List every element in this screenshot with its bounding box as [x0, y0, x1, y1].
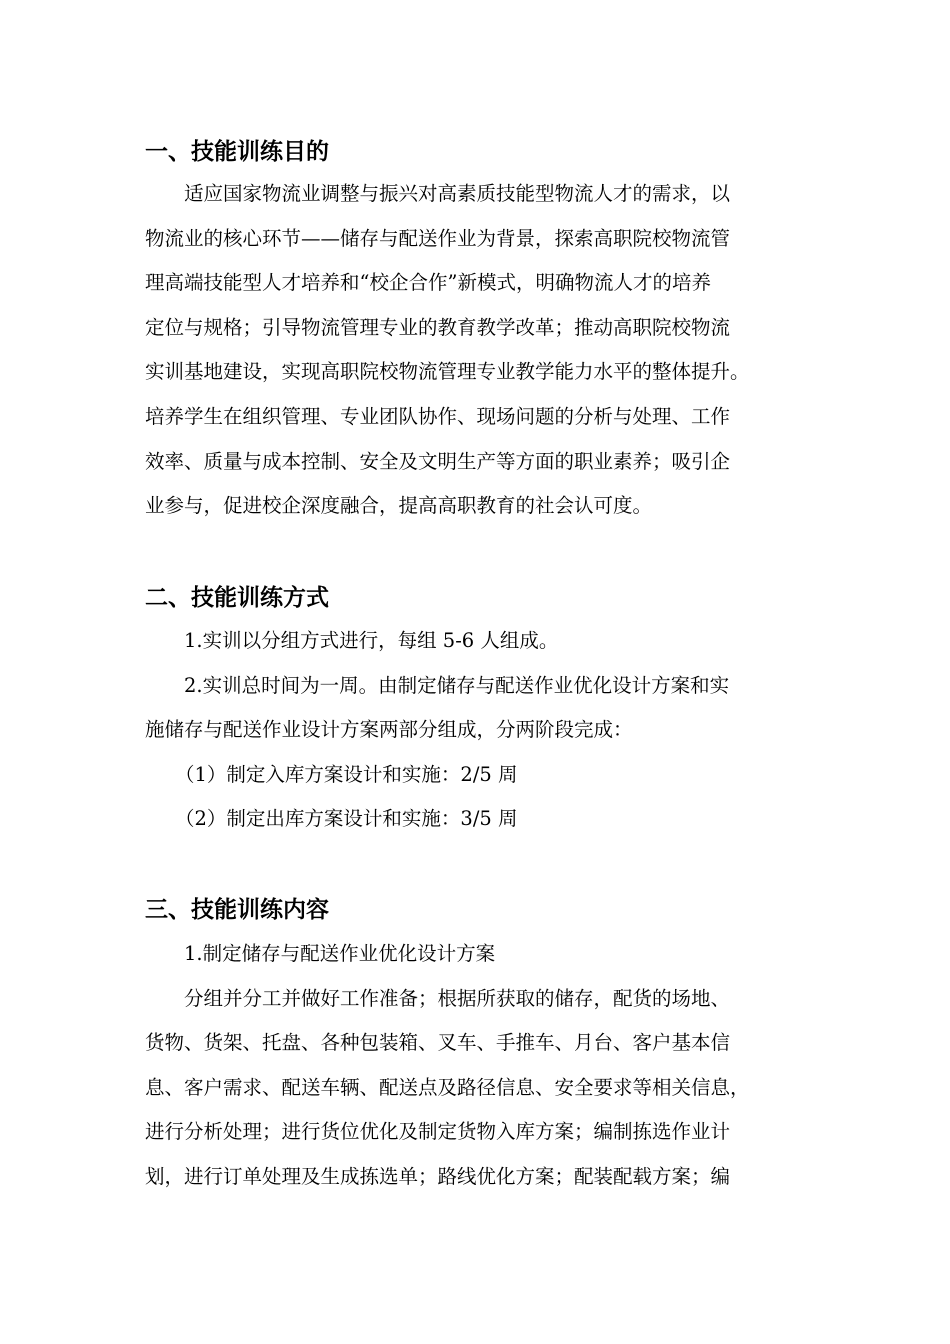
section-1-paragraph	[145, 172, 825, 529]
sub-list-item: （2）制定出库方案设计和实施：3/5 周	[175, 807, 518, 831]
paragraph-line: 货物、货架、托盘、各种包装箱、叉车、手推车、月台、客户基本信	[145, 1031, 731, 1055]
paragraph-line: 业参与，促进校企深度融合，提高高职教育的社会认可度。	[145, 494, 653, 518]
paragraph-line: 适应国家物流业调整与振兴对高素质技能型物流人才的需求，以	[184, 182, 731, 205]
list-item-continuation: 施储存与配送作业设计方案两部分组成，分两阶段完成：	[145, 718, 633, 742]
paragraph-line: 定位与规格；引导物流管理专业的教育教学改革；推动高职院校物流	[145, 315, 731, 339]
sub-list-item: （1）制定入库方案设计和实施：2/5 周	[175, 762, 518, 786]
list-item: 1.制定储存与配送作业优化设计方案	[184, 942, 496, 965]
paragraph-line: 分组并分工并做好工作准备；根据所获取的储存，配货的场地、	[184, 986, 731, 1010]
section-2-list	[145, 619, 825, 842]
paragraph-line: 进行分析处理；进行货位优化及制定货物入库方案；编制拣选作业计	[145, 1120, 731, 1144]
section-1-heading: 一、技能训练目的	[145, 139, 329, 165]
paragraph-line: 实训基地建设，实现高职院校物流管理专业教学能力水平的整体提升。	[145, 360, 750, 384]
list-item: 1.实训以分组方式进行，每组 5-6 人组成。	[184, 629, 559, 652]
paragraph-line: 息、客户需求、配送车辆、配送点及路径信息、安全要求等相关信息，	[145, 1075, 750, 1099]
list-item: 2.实训总时间为一周。由制定储存与配送作业优化设计方案和实	[184, 673, 730, 697]
paragraph-line: 划，进行订单处理及生成拣选单；路线优化方案；配装配载方案；编	[145, 1164, 731, 1188]
section-2-heading: 二、技能训练方式	[145, 585, 329, 611]
section-3-content	[145, 932, 825, 1200]
paragraph-line: 效率、质量与成本控制、安全及文明生产等方面的职业素养；吸引企	[145, 449, 731, 473]
paragraph-line: 物流业的核心环节——储存与配送作业为背景，探索高职院校物流管	[145, 226, 731, 250]
section-3-heading: 三、技能训练内容	[145, 897, 329, 923]
paragraph-line: 理高端技能型人才培养和“校企合作”新模式，明确物流人才的培养	[145, 271, 711, 295]
paragraph-line: 培养学生在组织管理、专业团队协作、现场问题的分析与处理、工作	[145, 404, 731, 428]
